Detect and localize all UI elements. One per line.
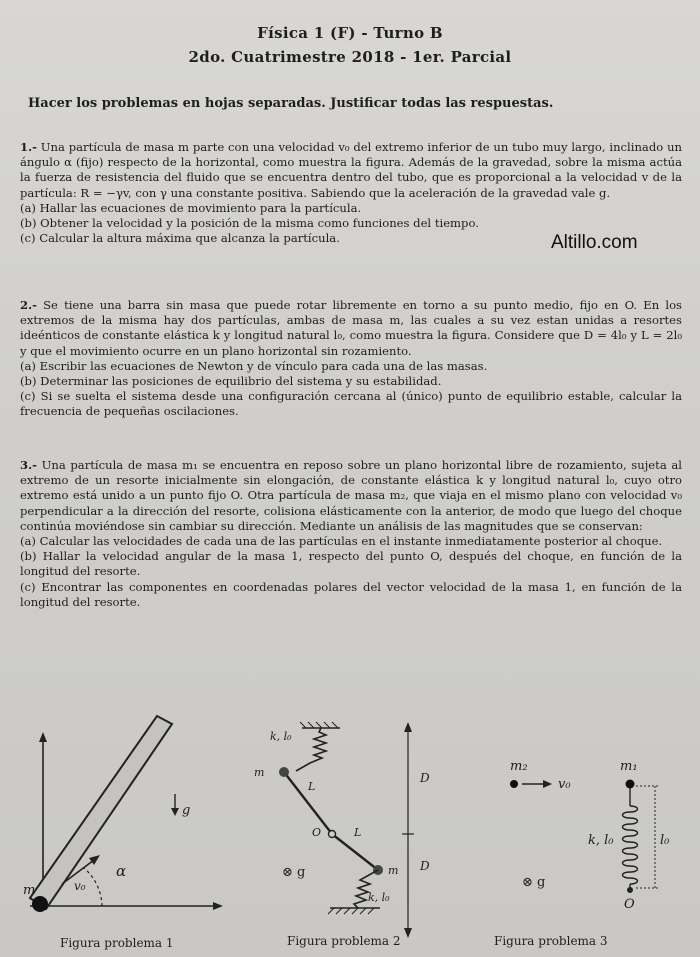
top-mass-label: m [254,766,265,779]
D-top-label: D [420,771,430,785]
bottom-wall-hatch [328,908,374,914]
m1-label: m₁ [620,759,638,774]
gravity-into-page-label: ⊗ g [282,865,306,880]
problem-number: 3.- [20,458,37,472]
top-spring [296,728,326,771]
angle-arc [84,868,102,906]
problem-number: 2.- [20,298,37,312]
spring-label: k, l₀ [588,833,614,848]
top-spring-label: k, l₀ [270,730,292,743]
problem-2 [20,298,682,420]
axis-arrow-up-icon [39,732,47,742]
watermark: Altillo.com [551,232,638,253]
problem-2-statement [20,298,682,359]
D-arrow-down-icon [404,928,412,938]
top-mass [279,767,289,777]
top-wall-hatch [300,722,338,728]
problem-3-item-b: (b) Hallar la velocidad angular de la masa 1, respecto del punto O, después del choque, en función de la longitud del resorte. [20,549,682,579]
gravity-arrow-icon [171,808,179,816]
problem-text: Se tiene una barra sin masa que puede rotar libremente en torno a su punto medio, fijo en O. En los extremos de la misma hay dos partículas, ambas de masa m, las cuales a su vez estan unidas a resortes ideénticos de constante elástica k y longitud natural l₀, como muestra la figura. Considere que D = 4l₀ y L = 2l₀ y que el movimiento ocurre en un plano horizontal sin rozamiento. [20,298,682,358]
problem-2-item-a: (a) Escribir las ecuaciones de Newton y de vínculo para cada una de las masas. [20,358,488,373]
problem-number: 1.- [20,140,37,154]
figure-2 [240,710,460,957]
particle-m2 [510,780,518,788]
problem-3 [20,458,682,610]
L-top-label: L [308,780,316,793]
problem-1-item-c: (c) Calcular la altura máxima que alcanza la partícula. [20,231,340,246]
pivot-label: O [312,826,322,839]
figure-1-caption: Figura problema 1 [60,936,174,950]
exam-title: Física 1 (F) - Turno B [257,24,443,42]
problem-text: Una partícula de masa m₁ se encuentra en reposo sobre un plano horizontal libre de rozamiento, sujeta al extremo de un resorte inicialmente sin elongación, de constante elástica k y longitud natural l₀, cuyo otro extremo está unido a un punto fijo O. Otra partícula de masa m₂, que viaja en el mismo plano con velocidad v₀ perpendicular a la dirección del resorte, colisiona elásticamente con la anterior, de modo que luego del choque continúa moviéndose sin cambiar su dirección. Mediante un análisis de las magnitudes que se conservan: [20,458,682,533]
rod-lower [332,834,378,870]
figure-3-caption: Figura problema 3 [494,934,608,948]
problem-1-item-a: (a) Hallar las ecuaciones de movimiento para la partícula. [20,200,362,215]
gravity-label: g [182,803,191,818]
L-bottom-label: L [354,826,362,839]
velocity-arrow-icon [543,780,552,788]
figure-1 [0,710,240,957]
length-label: l₀ [660,833,670,848]
problem-2-item-c: (c) Si se suelta el sistema desde una configuración cercana al (único) punto de equilibrio estable, calcular la frecuencia de pequeñas oscilaciones. [20,389,682,419]
figures-area [0,710,700,957]
angle-label: α [116,862,127,880]
problem-1-item-b: (b) Obtener la velocidad y la posición de la misma como funciones del tiempo. [20,216,479,231]
figure-3 [480,710,700,957]
problem-3-item-c: (c) Encontrar las componentes en coordenadas polares del vector velocidad de la masa 1, en función de la longitud del resorte. [20,579,682,609]
bottom-mass-label: m [388,864,399,877]
instructions: Hacer los problemas en hojas separadas. Justificar todas las respuestas. [28,96,554,111]
particle [32,896,48,912]
problem-3-statement [20,458,682,534]
problem-2-item-b: (b) Determinar las posiciones de equilibrio del sistema y su estabilidad. [20,374,442,389]
figure-2-caption: Figura problema 2 [287,934,401,948]
mass-label: m [23,883,36,898]
axis-arrow-right-icon [213,902,223,910]
problem-text: Una partícula de masa m parte con una velocidad v₀ del extremo inferior de un tubo muy largo, inclinado un ángulo α (fijo) respecto de la horizontal, como muestra la figura. Además de la gravedad, sobre la misma actúa la fuerza de resistencia del fluido que se encuentra dentro del tubo, que es proporcional a la velocidad v de la partícula: R = −γv, con γ una constante positiva. Sabiendo que la aceleración de la gravedad vale g. [20,140,682,200]
velocity-label: v₀ [74,879,86,893]
problem-1 [20,140,682,246]
fixed-point-label: O [624,897,635,912]
pivot-point [329,831,336,838]
problem-1-statement [20,140,682,201]
D-bottom-label: D [420,859,430,873]
m2-label: m₂ [510,759,528,774]
problem-3-item-a: (a) Calcular las velocidades de cada una de las partículas en el instante inmediatamente posterior al choque. [20,534,663,549]
fixed-point [627,887,633,893]
bottom-spring-label: k, l₀ [368,891,390,904]
particle-m1 [626,780,635,789]
spring [623,806,638,884]
velocity-label: v₀ [558,777,571,792]
gravity-into-page-label: ⊗ g [522,875,546,890]
D-arrow-up-icon [404,722,412,732]
exam-subtitle: 2do. Cuatrimestre 2018 - 1er. Parcial [188,48,512,66]
inclined-tube [30,716,172,909]
